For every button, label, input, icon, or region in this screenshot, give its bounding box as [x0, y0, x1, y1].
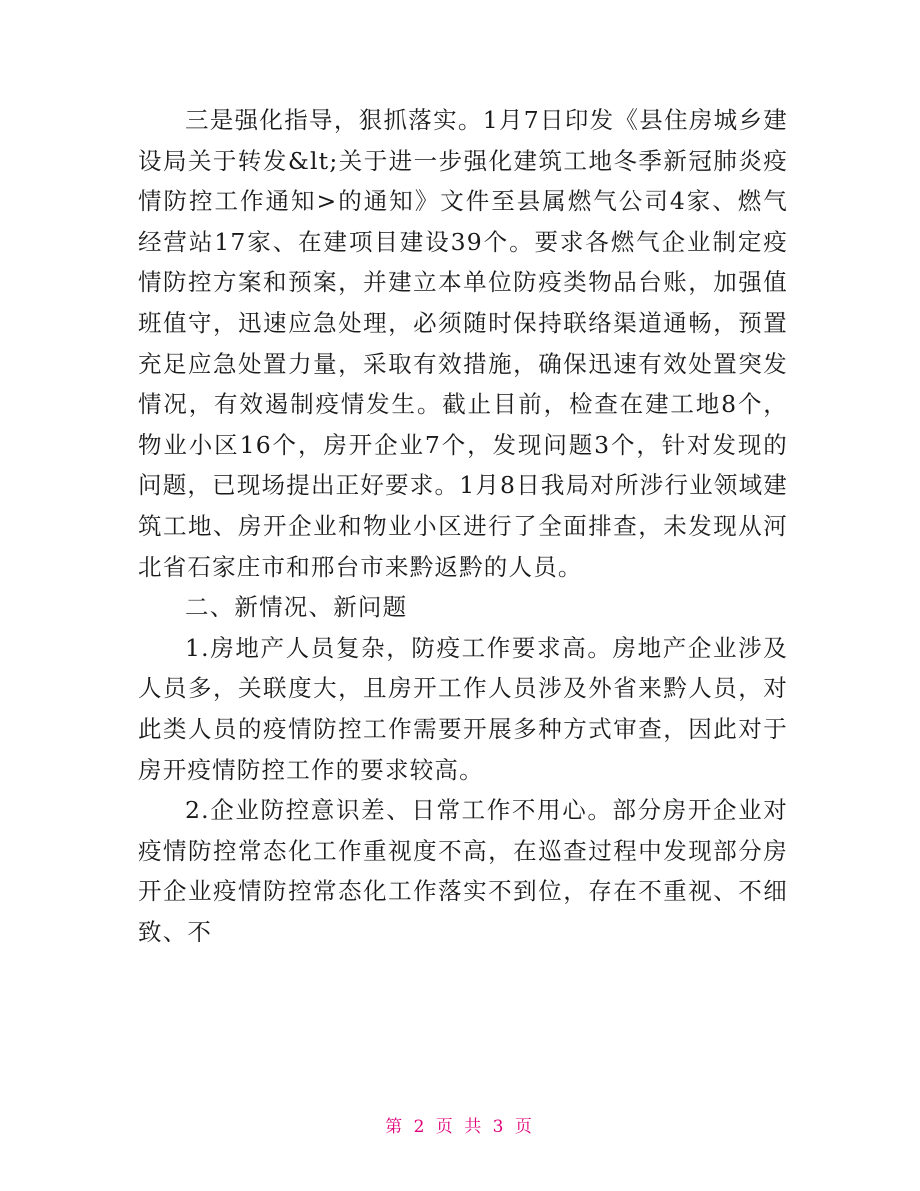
paragraph-guidance: 三是强化指导，狠抓落实。1月7日印发《县住房城乡建设局关于转发&lt;关于进一步强化建筑工地冬季新冠肺炎疫情防控工作通知>的通知》文件至县属燃气公司4家、燃气经营站17家、在建项目建设39个。要求各燃气企业制定疫情防控方案和预案，并建立本单位防疫类物品台账，加强值班值守，迅速应急处理，必须随时保持联络渠道通畅，预置充足应急处置力量，采取有效措施，确保迅速有效处置突发情况，有效遏制疫情发生。截止目前，检查在建工地8个，物业小区16个，房开企业7个，发现问题3个，针对发现的问题，已现场提出正好要求。1月8日我局对所涉行业领域建筑工地、房开企业和物业小区进行了全面排查，未发现从河北省石家庄市和邢台市来黔返黔的人员。	[138, 106, 788, 581]
paragraph-real-estate: 1.房地产人员复杂，防疫工作要求高。房地产企业涉及人员多，关联度大，且房开工作人员涉及外省来黔人员，对此类人员的疫情防控工作需要开展多种方式审查，因此对于房开疫情防控工作的要求较高。	[138, 633, 788, 784]
page-number-footer: 第 2 页 共 3 页	[385, 1117, 535, 1137]
paragraph-awareness: 2.企业防控意识差、日常工作不用心。部分房开企业对疫情防控常态化工作重视度不高，在巡查过程中发现部分房开企业疫情防控常态化工作落实不到位，存在不重视、不细致、不	[138, 796, 788, 946]
section-heading-new-issues: 二、新情况、新问题	[185, 593, 408, 622]
document-body	[138, 100, 788, 952]
